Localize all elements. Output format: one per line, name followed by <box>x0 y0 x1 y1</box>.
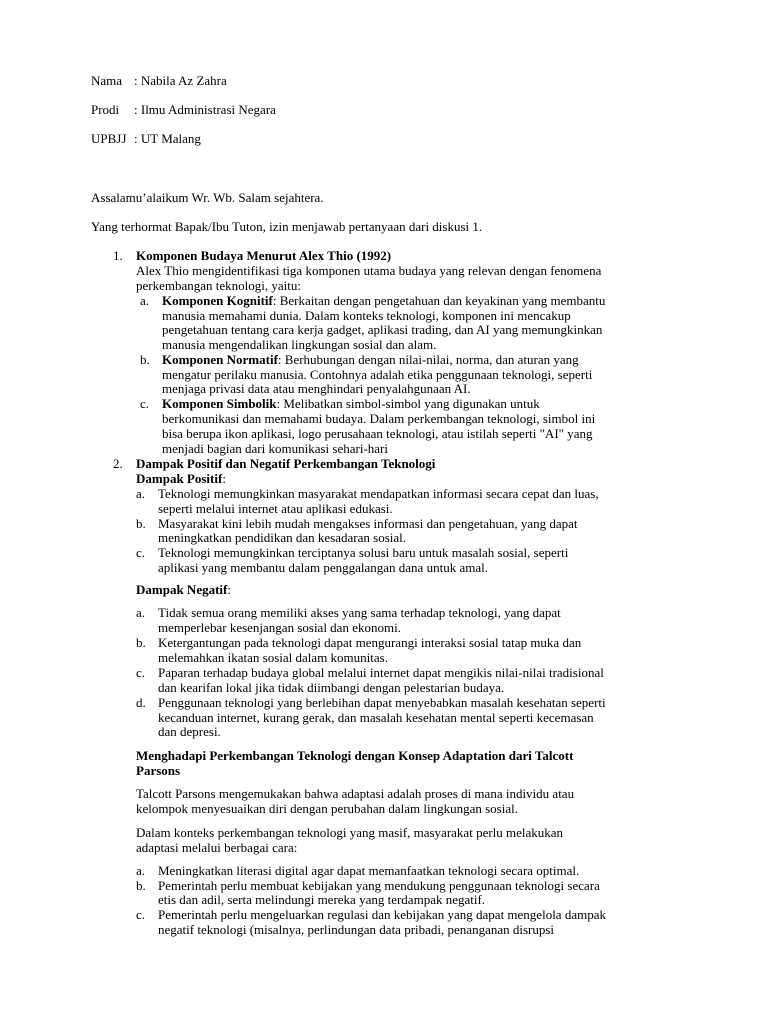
paragraph-line: kelompok menyesuaikan diri dengan perubahan dalam lingkungan sosial. <box>136 801 518 816</box>
list-item-line: dan depresi. <box>158 724 221 739</box>
list-item-line: mengatur perilaku manusia. Contohnya adalah etika penggunaan teknologi, seperti <box>162 367 593 382</box>
list-item-line: menjadi bagian dari komunikasi sehari-hari <box>162 441 388 456</box>
section1-intro-line: perkembangan teknologi, yaitu: <box>136 278 301 293</box>
list-item-line: bisa berupa ikon aplikasi, logo perusahaan teknologi, atau istilah seperti "AI" yang <box>162 426 593 441</box>
upbjj-value: : UT Malang <box>134 131 201 146</box>
list-item-first-line: Komponen Simbolik: Melibatkan simbol-simbol yang digunakan untuk <box>162 396 540 411</box>
prodi-label: Prodi <box>91 102 120 117</box>
list-item-line: melemahkan ikatan sosial dalam komunitas. <box>158 650 388 665</box>
list-marker: c. <box>136 545 146 560</box>
list-marker: c. <box>136 907 146 922</box>
list-item-line: menjaga privasi data atau menghindari penyalahgunaan AI. <box>162 381 471 396</box>
list-marker: b. <box>136 635 146 650</box>
list-marker: a. <box>140 293 150 308</box>
list-item-line: Masyarakat kini lebih mudah mengakses informasi dan pengetahuan, yang dapat <box>158 516 578 531</box>
upbjj-label: UPBJJ <box>91 131 127 146</box>
list-item-line: Tidak semua orang memiliki akses yang sama terhadap teknologi, yang dapat <box>158 605 561 620</box>
list-marker: b. <box>136 516 146 531</box>
list-item-line: Meningkatkan literasi digital agar dapat memanfaatkan teknologi secara optimal. <box>158 863 580 878</box>
nama-label: Nama <box>91 73 123 88</box>
list-item-line: manusia mengendalikan lingkungan sosial dan alam. <box>162 337 437 352</box>
list-item-line: manusia memahami dunia. Dalam konteks teknologi, komponen ini mencakup <box>162 308 571 323</box>
list-item-line: Ketergantungan pada teknologi dapat mengurangi interaksi sosial tatap muka dan <box>158 635 582 650</box>
list-item-line: Teknologi memungkinkan terciptanya solusi baru untuk masalah sosial, seperti <box>158 545 569 560</box>
negative-heading: Dampak Negatif: <box>136 582 231 597</box>
section1-intro-line: Alex Thio mengidentifikasi tiga komponen utama budaya yang relevan dengan fenomena <box>136 263 602 278</box>
list-item-line: pengetahuan tentang cara kerja gadget, aplikasi trading, dan AI yang memungkinkan <box>162 322 603 337</box>
list-item-line: Pemerintah perlu membuat kebijakan yang mendukung penggunaan teknologi secara <box>158 878 600 893</box>
greeting: Assalamu’alaikum Wr. Wb. Salam sejahtera. <box>91 190 324 205</box>
list-item-line: memperlebar kesenjangan sosial dan ekonomi. <box>158 620 401 635</box>
paragraph-line: adaptasi melalui berbagai cara: <box>136 840 298 855</box>
list-item-line: berkomunikasi dan memahami budaya. Dalam perkembangan teknologi, simbol ini <box>162 411 596 426</box>
section3-title-line: Parsons <box>136 763 181 778</box>
section1-title: Komponen Budaya Menurut Alex Thio (1992) <box>136 248 392 263</box>
prodi-value: : Ilmu Administrasi Negara <box>134 102 276 117</box>
list-item-line: negatif teknologi (misalnya, perlindungan data pribadi, penanganan disrupsi <box>158 922 555 937</box>
list-item-line: kecanduan internet, kurang gerak, dan masalah kesehatan mental seperti kecemasan <box>158 710 594 725</box>
list-marker: d. <box>136 695 146 710</box>
list-item-line: seperti melalui internet atau aplikasi edukasi. <box>158 501 393 516</box>
list-item-line: Teknologi memungkinkan masyarakat mendapatkan informasi secara cepat dan luas, <box>158 486 599 501</box>
list-marker: b. <box>136 878 146 893</box>
positive-heading: Dampak Positif: <box>136 471 226 486</box>
list-item-line: dan kearifan lokal jika tidak diimbangi dengan pelestarian budaya. <box>158 680 505 695</box>
section1-number: 1. <box>113 248 123 263</box>
list-marker: c. <box>140 396 150 411</box>
list-marker: b. <box>140 352 150 367</box>
intro-line: Yang terhormat Bapak/Ibu Tuton, izin menjawab pertanyaan dari diskusi 1. <box>91 219 483 234</box>
list-item-line: Pemerintah perlu mengeluarkan regulasi dan kebijakan yang dapat mengelola dampak <box>158 907 606 922</box>
list-item-line: Penggunaan teknologi yang berlebihan dapat menyebabkan masalah kesehatan seperti <box>158 695 606 710</box>
section2-number: 2. <box>113 456 123 471</box>
paragraph-line: Dalam konteks perkembangan teknologi yang masif, masyarakat perlu melakukan <box>136 825 564 840</box>
list-marker: a. <box>136 486 146 501</box>
section2-title: Dampak Positif dan Negatif Perkembangan Teknologi <box>136 456 436 471</box>
list-item-line: meningkatkan pendidikan dan kesadaran sosial. <box>158 530 407 545</box>
list-item-first-line: Komponen Kognitif: Berkaitan dengan pengetahuan dan keyakinan yang membantu <box>162 293 606 308</box>
list-item-line: aplikasi yang membantu dalam penggalangan dana untuk amal. <box>158 560 488 575</box>
list-marker: a. <box>136 605 146 620</box>
section3-title-line: Menghadapi Perkembangan Teknologi dengan Konsep Adaptation dari Talcott <box>136 748 574 763</box>
list-item-line: Paparan terhadap budaya global melalui internet dapat mengikis nilai-nilai tradisional <box>158 665 604 680</box>
list-item-line: etis dan adil, serta melindungi mereka yang terdampak negatif. <box>158 892 486 907</box>
paragraph-line: Talcott Parsons mengemukakan bahwa adaptasi adalah proses di mana individu atau <box>136 786 575 801</box>
list-marker: c. <box>136 665 146 680</box>
list-marker: a. <box>136 863 146 878</box>
nama-value: : Nabila Az Zahra <box>134 73 227 88</box>
list-item-first-line: Komponen Normatif: Berhubungan dengan nilai-nilai, norma, dan aturan yang <box>162 352 579 367</box>
